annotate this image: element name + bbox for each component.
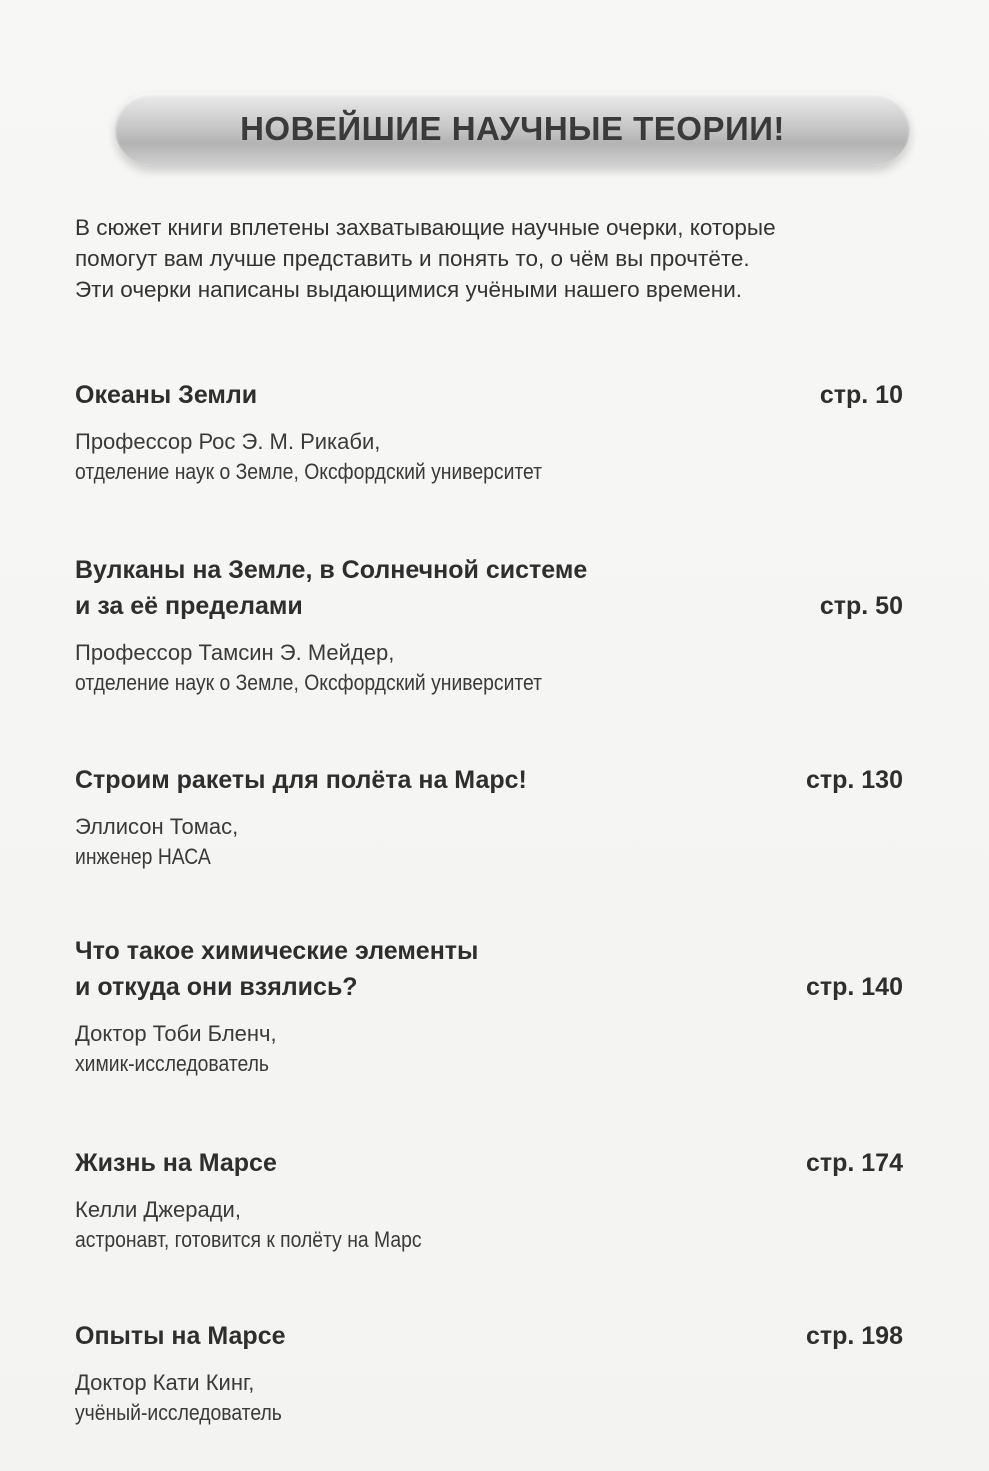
toc-entry-title bbox=[75, 377, 257, 413]
toc-entry-affiliation: инженер НАСА bbox=[75, 844, 211, 869]
title-banner bbox=[115, 93, 910, 165]
toc-entry bbox=[75, 1318, 905, 1428]
intro-line: В сюжет книги вплетены захватывающие научные очерки, которые bbox=[75, 215, 776, 240]
toc-entry-title-line: Океаны Земли bbox=[75, 381, 258, 409]
toc-entry-title-line: Что такое химические элементы bbox=[75, 937, 479, 965]
page-title: НОВЕЙШИЕ НАУЧНЫЕ ТЕОРИИ! bbox=[240, 110, 785, 147]
toc-entry bbox=[75, 552, 905, 698]
toc-entry-title bbox=[75, 1318, 286, 1354]
toc-entry-page: стр. 10 bbox=[819, 381, 903, 409]
toc-entry-credit bbox=[75, 638, 905, 698]
toc-entry-header bbox=[75, 762, 905, 798]
intro-line: Эти очерки написаны выдающимися учёными нашего времени. bbox=[75, 277, 743, 302]
toc-entry-page: стр. 130 bbox=[805, 766, 903, 794]
toc-entry-page: стр. 198 bbox=[805, 1322, 903, 1350]
toc-entry-author: Профессор Тамсин Э. Мейдер, bbox=[75, 640, 395, 665]
toc-entry-author: Эллисон Томас, bbox=[75, 814, 239, 839]
toc-entry-title-line: Опыты на Марсе bbox=[75, 1322, 286, 1350]
toc-entry-affiliation: астронавт, готовится к полёту на Марс bbox=[75, 1227, 422, 1252]
toc-entry-author: Доктор Кати Кинг, bbox=[75, 1370, 255, 1395]
toc-entry-title-line: и откуда они взялись? bbox=[75, 973, 358, 1001]
toc-entry-author: Профессор Рос Э. М. Рикаби, bbox=[75, 429, 381, 454]
toc-entry-credit bbox=[75, 812, 905, 872]
toc-entry-header bbox=[75, 552, 905, 624]
toc-entry-title-line: Вулканы на Земле, в Солнечной системе bbox=[75, 556, 588, 584]
toc-entry-title-line: и за её пределами bbox=[75, 592, 303, 620]
toc-entry-title bbox=[75, 933, 478, 1005]
intro-line: помогут вам лучше представить и понять то, о чём вы прочтёте. bbox=[75, 246, 750, 271]
toc-entry-title-line: Жизнь на Марсе bbox=[75, 1149, 277, 1177]
toc-entry bbox=[75, 1145, 905, 1255]
toc-entry-affiliation: учёный-исследователь bbox=[75, 1400, 282, 1425]
toc-entry-header bbox=[75, 377, 905, 413]
toc-entry-page: стр. 50 bbox=[819, 592, 903, 620]
toc-entry-header bbox=[75, 1145, 905, 1181]
toc-entry bbox=[75, 933, 905, 1079]
toc-entry-page: стр. 140 bbox=[805, 973, 903, 1001]
toc-entry-credit bbox=[75, 427, 905, 487]
toc-entry-title bbox=[75, 762, 527, 798]
toc-entry-affiliation: отделение наук о Земле, Оксфордский университет bbox=[75, 459, 543, 484]
toc-entry bbox=[75, 762, 905, 872]
toc-entry-affiliation: отделение наук о Земле, Оксфордский университет bbox=[75, 670, 543, 695]
intro-paragraph bbox=[75, 212, 955, 305]
toc-entry-page: стр. 174 bbox=[805, 1149, 903, 1177]
toc-entry-title bbox=[75, 552, 587, 624]
toc-entry-title-line: Строим ракеты для полёта на Марс! bbox=[75, 766, 527, 794]
toc-entry bbox=[75, 377, 905, 487]
toc-entry-title bbox=[75, 1145, 277, 1181]
toc-entry-author: Доктор Тоби Бленч, bbox=[75, 1021, 277, 1046]
toc-entry-credit bbox=[75, 1368, 905, 1428]
toc-entry-credit bbox=[75, 1195, 905, 1255]
toc-entry-author: Келли Джеради, bbox=[75, 1197, 241, 1222]
toc-entry-affiliation: химик-исследователь bbox=[75, 1051, 269, 1076]
toc-entry-header bbox=[75, 933, 905, 1005]
toc-entry-credit bbox=[75, 1019, 905, 1079]
toc-entry-header bbox=[75, 1318, 905, 1354]
